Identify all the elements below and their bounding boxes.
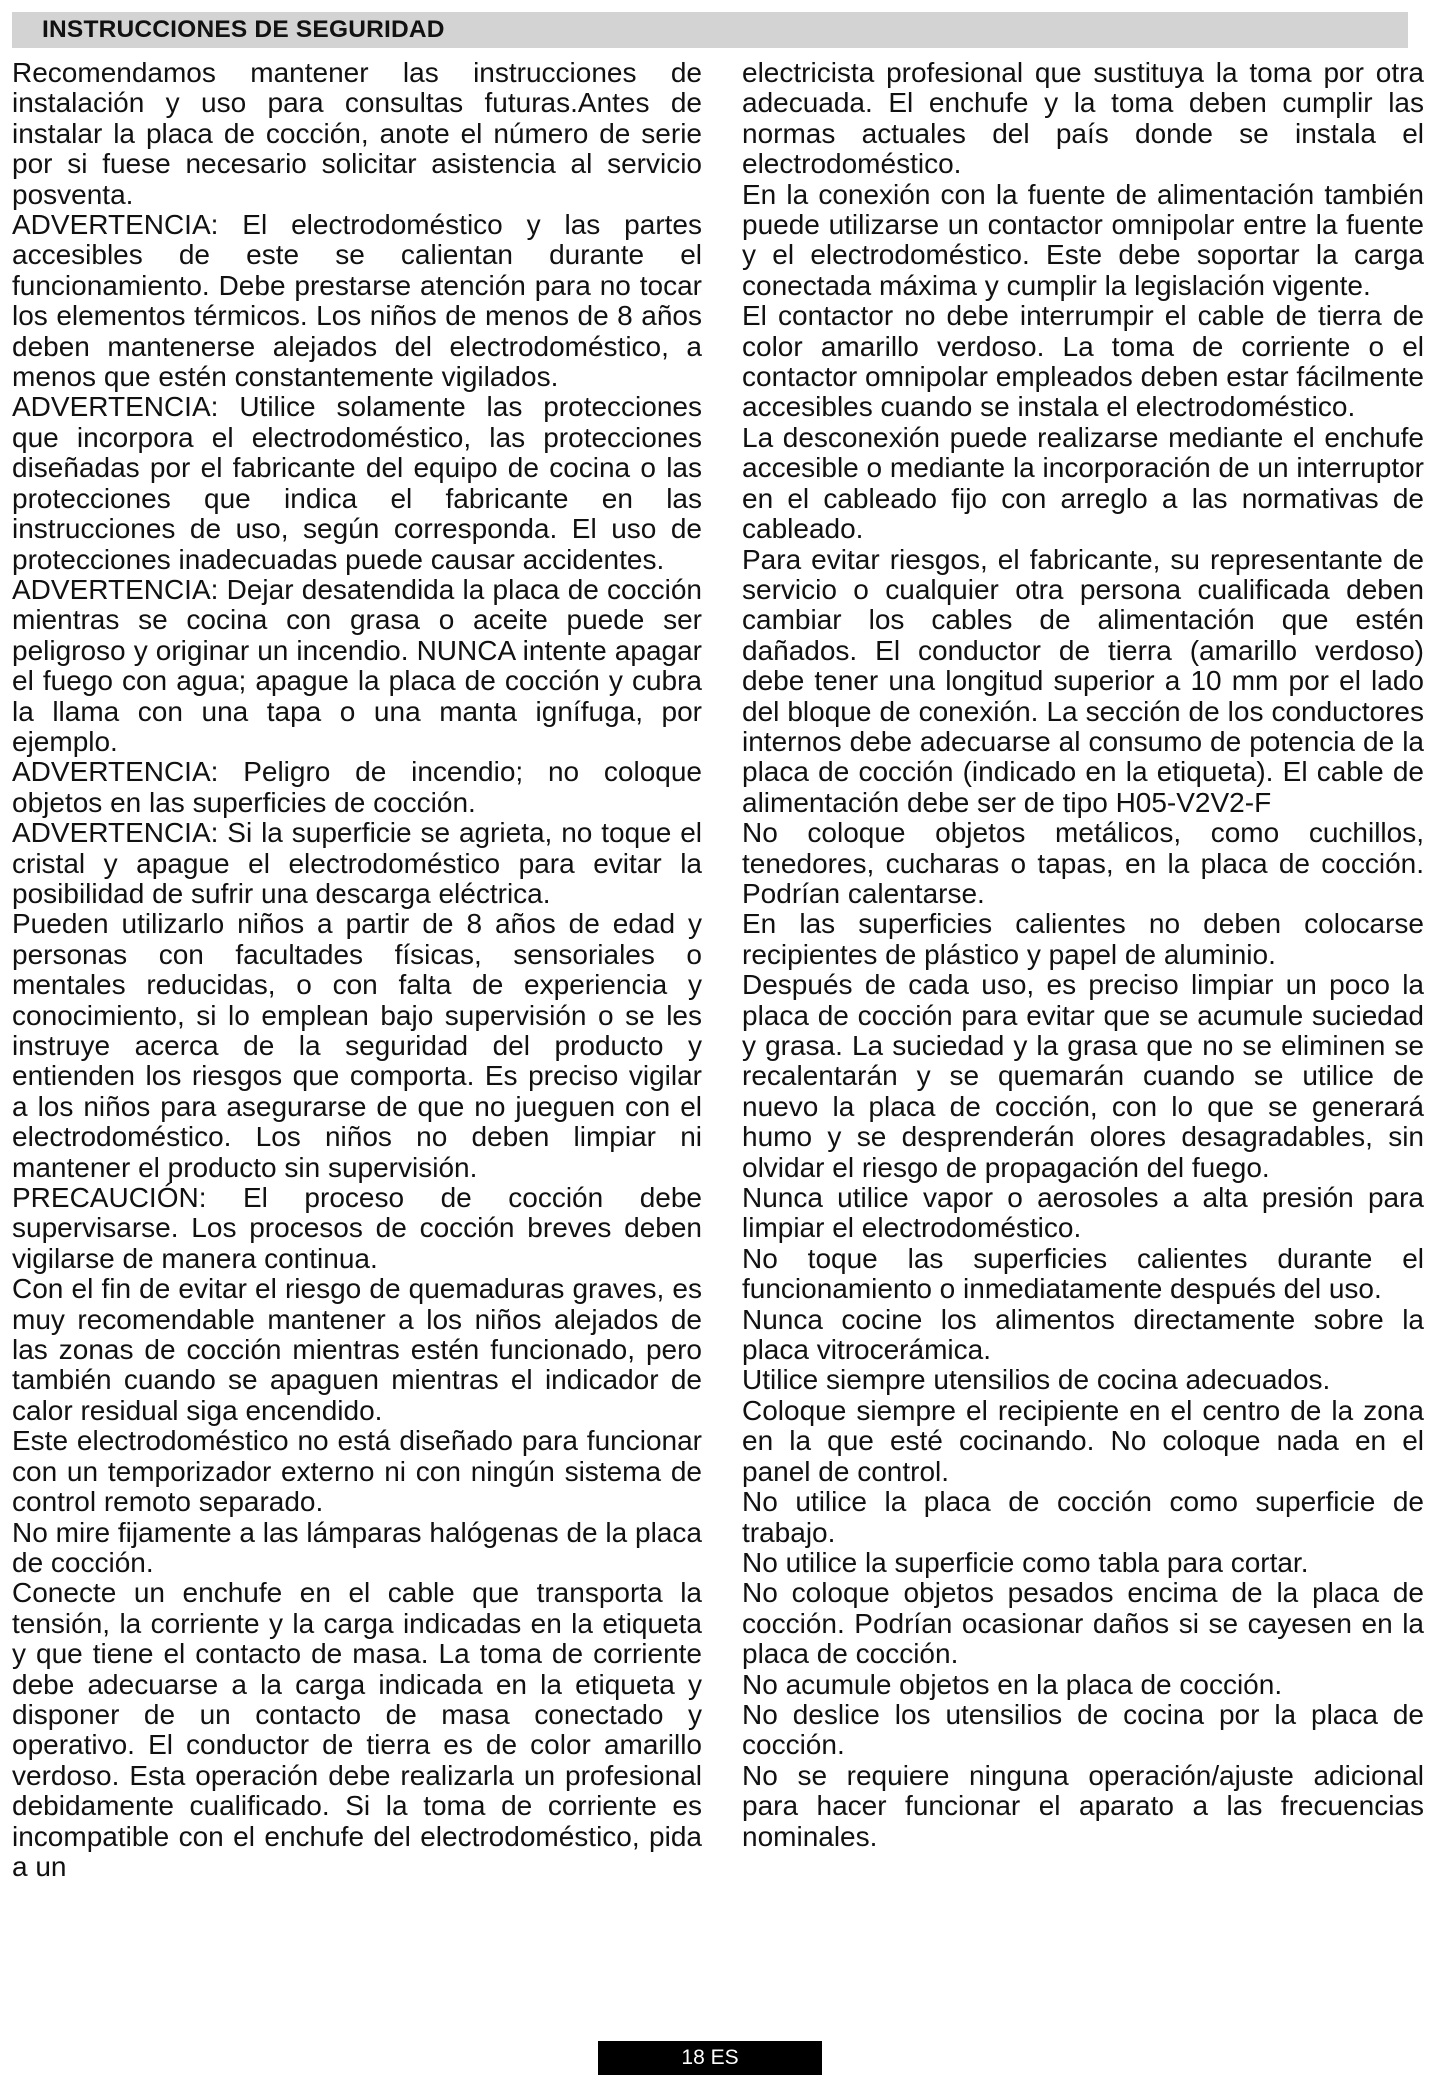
paragraph-caution-cooking: PRECAUCIÓN: El proceso de cocción debe supervisarse. Los procesos de cocción breves deben vigilarse de manera continua. <box>12 1182 702 1274</box>
paragraph-instructions-keep: Recomendamos mantener las instrucciones de instalación y uso para consultas futuras.Antes de instalar la placa de cocción, anote el número de serie por si fuese necesario solicitar asistencia al servicio posventa. <box>12 57 702 210</box>
paragraph-warning-cracked-surface: ADVERTENCIA: Si la superficie se agrieta, no toque el cristal y apague el electrodoméstico para evitar la posibilidad de sufrir una descarga eléctrica. <box>12 817 702 909</box>
paragraph-center-pot: Coloque siempre el recipiente en el centro de la zona en la que esté cocinando. No coloque nada en el panel de control. <box>742 1394 1424 1487</box>
paragraph-electrician: electricista profesional que sustituya la toma por otra adecuada. El enchufe y la toma deben cumplir las normas actuales del país donde se instala el electrodoméstico. <box>742 57 1424 180</box>
paragraph-suitable-cookware: Utilice siempre utensilios de cocina adecuados. <box>742 1364 1331 1396</box>
paragraph-warning-protections: ADVERTENCIA: Utilice solamente las protecciones que incorpora el electrodoméstico, las protecciones diseñadas por el fabricante del equipo de cocina o las protecciones que indica el fabricante en las instrucciones de uso, según corresponda. El uso de protecciones inadecuadas puede causar accidentes. <box>12 391 702 575</box>
paragraph-metal-objects: No coloque objetos metálicos, como cuchillos, tenedores, cucharas o tapas, en la placa de cocción. Podrían calentarse. <box>742 817 1424 909</box>
paragraph-warning-fire-hazard: ADVERTENCIA: Peligro de incendio; no coloque objetos en las superficies de cocción. <box>12 756 702 818</box>
paragraph-heavy-objects: No coloque objetos pesados encima de la placa de cocción. Podrían ocasionar daños si se cayesen en la placa de cocción. <box>742 1577 1424 1670</box>
left-column <box>12 58 702 1882</box>
paragraph-halogen-lamps: No mire fijamente a las lámparas halógenas de la placa de cocción. <box>12 1516 702 1578</box>
paragraph-work-surface: No utilice la placa de cocción como superficie de trabajo. <box>742 1486 1424 1548</box>
paragraph-slide-cookware: No deslice los utensilios de cocina por la placa de cocción. <box>742 1698 1424 1761</box>
paragraph-ground-wire: El contactor no debe interrumpir el cable de tierra de color amarillo verdoso. La toma de corriente o el contactor omnipolar empleados deben estar fácilmente accesibles cuando se instala el electrodoméstico. <box>742 300 1424 423</box>
paragraph-warning-grease-fire: ADVERTENCIA: Dejar desatendida la placa de cocción mientras se cocina con grasa o aceite puede ser peligroso y originar un incendio. NUNCA intente apagar el fuego con agua; apague la placa de cocción y cubra la llama con una tapa o una manta ignífuga, por ejemplo. <box>12 573 702 757</box>
paragraph-warning-hot-parts: ADVERTENCIA: El electrodoméstico y las partes accesibles de este se calientan durante el funcionamiento. Debe prestarse atención para no tocar los elementos térmicos. Los niños de menos de 8 años deben mantenerse alejados del electrodoméstico, a menos que estén constantemente vigilados. <box>12 209 702 393</box>
right-column <box>742 58 1424 1852</box>
paragraph-accumulate-objects: No acumule objetos en la placa de cocción. <box>742 1668 1283 1700</box>
paragraph-plug-connection: Conecte un enchufe en el cable que transporta la tensión, la corriente y la carga indicadas en la etiqueta y que tiene el contacto de masa. La toma de corriente debe adecuarse a la carga indicada en la etiqueta y disponer de un contacto de masa conectado y operativo. El conductor de tierra es de color amarillo verdoso. Esta operación debe realizarla un profesional debidamente cualificado. Si la toma de corriente es incompatible con el enchufe del electrodoméstico, pida a un <box>12 1577 702 1882</box>
page-number: 18 ES <box>598 2041 822 2075</box>
section-title: INSTRUCCIONES DE SEGURIDAD <box>12 12 1408 48</box>
paragraph-children-supervision: Pueden utilizarlo niños a partir de 8 años de edad y personas con facultades físicas, sensoriales o mentales reducidas, o con falta de experiencia y conocimiento, si lo emplean bajo supervisión o se les instruye acerca de la seguridad del producto y entienden los riesgos que comporta. Es preciso vigilar a los niños para asegurarse de que no jueguen con el electrodoméstico. Los niños no deben limpiar ni mantener el producto sin supervisión. <box>12 908 702 1183</box>
paragraph-omnipolar-contactor: En la conexión con la fuente de alimentación también puede utilizarse un contactor omnipolar entre la fuente y el electrodoméstico. Este debe soportar la carga conectada máxima y cumplir la legislación vigente. <box>742 178 1424 301</box>
paragraph-nominal-frequencies: No se requiere ninguna operación/ajuste adicional para hacer funcionar el aparato a las frecuencias nominales. <box>742 1759 1424 1852</box>
paragraph-disconnection: La desconexión puede realizarse mediante el enchufe accesible o mediante la incorporación de un interruptor en el cableado fijo con arreglo a las normativas de cableado. <box>742 421 1424 545</box>
paragraph-direct-cooking: Nunca cocine los alimentos directamente sobre la placa vitrocerámica. <box>742 1303 1424 1366</box>
paragraph-damaged-cables: Para evitar riesgos, el fabricante, su representante de servicio o cualquier otra persona cualificada deben cambiar los cables de alimentación que estén dañados. El conductor de tierra (amarillo verdoso) debe tener una longitud superior a 10 mm por el lado del bloque de conexión. La sección de los conductores internos debe adecuarse al consumo de potencia de la placa de cocción (indicado en la etiqueta). El cable de alimentación debe ser de tipo H05-V2V2-F <box>742 543 1424 818</box>
paragraph-cutting-board: No utilice la superficie como tabla para cortar. <box>742 1546 1309 1578</box>
paragraph-hot-surfaces: No toque las superficies calientes durante el funcionamiento o inmediatamente después del uso. <box>742 1242 1424 1305</box>
paragraph-burn-risk: Con el fin de evitar el riesgo de quemaduras graves, es muy recomendable mantener a los niños alejados de las zonas de cocción mientras estén funcionado, pero también cuando se apaguen mientras el indicador de calor residual siga encendido. <box>12 1273 702 1426</box>
paragraph-cleaning: Después de cada uso, es preciso limpiar un poco la placa de cocción para evitar que se acumule suciedad y grasa. La suciedad y la grasa que no se eliminen se recalentarán y se quemarán cuando se utilice de nuevo la placa de cocción, con lo que se generará humo y se desprenderán olores desagradables, sin olvidar el riesgo de propagación del fuego. <box>742 969 1424 1183</box>
paragraph-no-external-timer: Este electrodoméstico no está diseñado para funcionar con un temporizador externo ni con ningún sistema de control remoto separado. <box>12 1425 702 1518</box>
paragraph-steam-aerosol: Nunca utilice vapor o aerosoles a alta presión para limpiar el electrodoméstico. <box>742 1182 1424 1244</box>
paragraph-plastic-aluminium: En las superficies calientes no deben colocarse recipientes de plástico y papel de aluminio. <box>742 908 1424 970</box>
